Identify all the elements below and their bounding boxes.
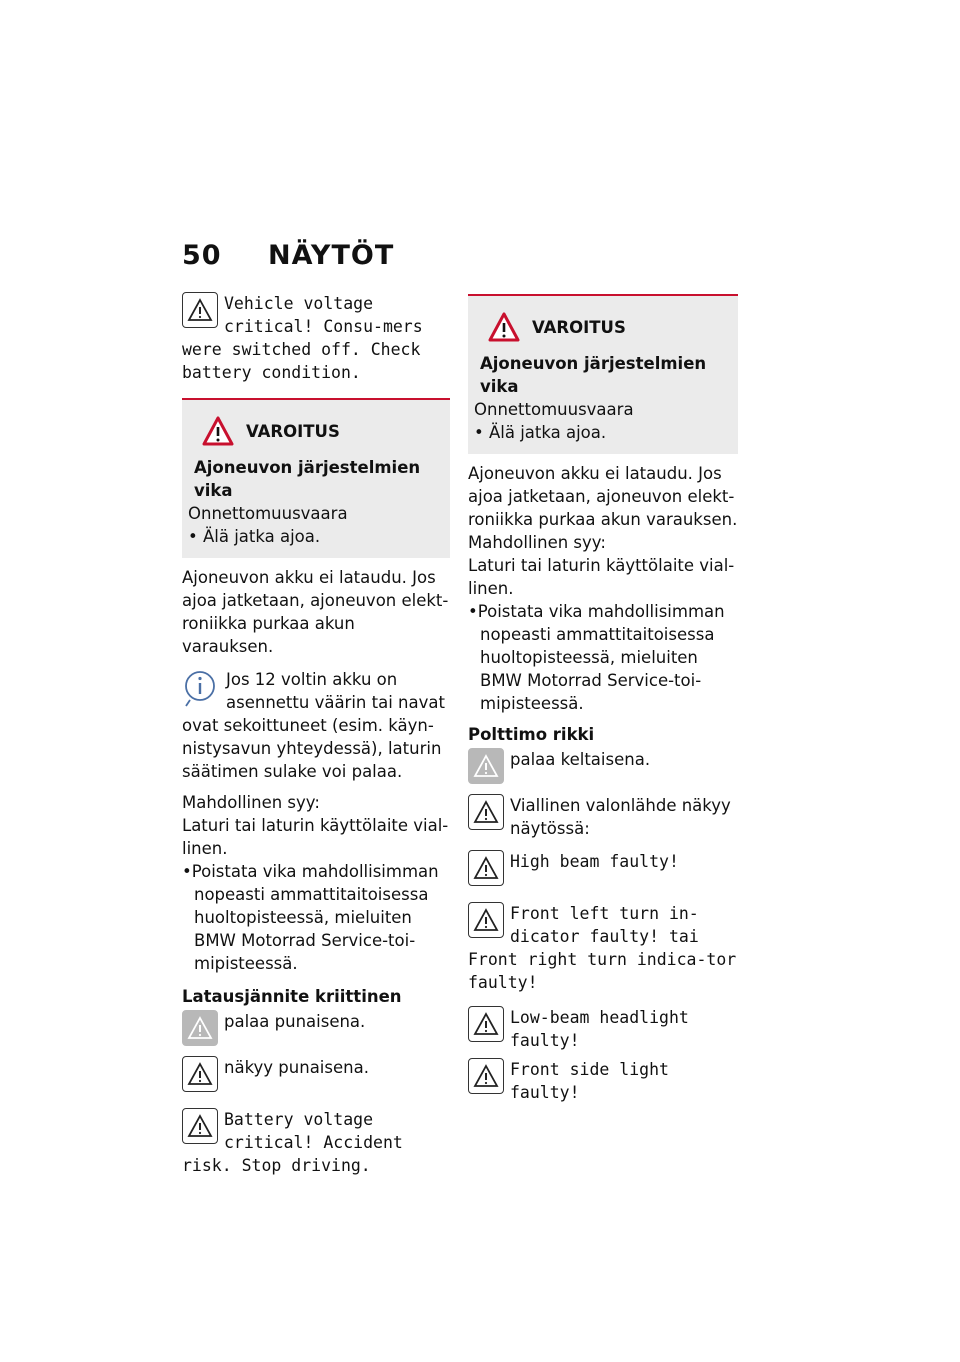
- cause-text: Laturi tai laturin käyttölaite vial-linen.: [468, 556, 735, 598]
- warning-lamp-icon: [182, 1010, 218, 1046]
- info-icon: [182, 668, 222, 708]
- message-battery-critical: [182, 1108, 450, 1177]
- warning-line: Onnettomuusvaara: [188, 504, 348, 523]
- warning-lamp-icon: [468, 748, 504, 784]
- info-note: [182, 668, 450, 783]
- warning-triangle-icon: [468, 1058, 504, 1094]
- display-text: Viallinen valonlähde näkyy näytössä:: [510, 796, 731, 838]
- paragraph: Ajoneuvon akku ei lataudu. Jos ajoa jatketaan, ajoneuvon elekt-roniikka purkaa akun varauksen.: [468, 464, 738, 529]
- warning-label: VAROITUS: [532, 317, 626, 337]
- warning-title: Ajoneuvon järjestelmien vika: [480, 354, 707, 396]
- message-turn-indicator: [468, 902, 738, 994]
- message-text: Front side light faulty!: [510, 1060, 669, 1102]
- lamp-text: palaa punaisena.: [224, 1012, 366, 1031]
- warning-triangle-icon: [182, 1056, 218, 1092]
- section-heading: Polttimo rikki: [468, 725, 595, 744]
- right-column: [468, 294, 738, 1104]
- warning-triangle-icon: [182, 1108, 218, 1144]
- warning-box: [182, 398, 450, 558]
- warning-line: Onnettomuusvaara: [474, 400, 634, 419]
- left-column: [182, 292, 450, 1177]
- page-header: [182, 240, 394, 271]
- warning-line: • Älä jatka ajoa.: [474, 423, 607, 442]
- warning-box: [468, 294, 738, 454]
- display-text: näkyy punaisena.: [224, 1058, 369, 1077]
- warning-triangle-icon: [468, 794, 504, 830]
- bullet-item: •Poistata vika mahdollisimman nopeasti ammattitaitoisessa huoltopisteessä, mieluiten BMW Motorrad Service-toi- mipisteessä.: [182, 862, 439, 973]
- warning-label: VAROITUS: [246, 421, 340, 441]
- message-low-beam: [468, 1006, 738, 1052]
- paragraph: Ajoneuvon akku ei lataudu. Jos ajoa jatketaan, ajoneuvon elekt-roniikka purkaa akun varauksen.: [182, 568, 449, 656]
- warning-header: [488, 312, 732, 342]
- warning-triangle-icon: [468, 850, 504, 886]
- section-heading: Latausjännite kriittinen: [182, 987, 402, 1006]
- warning-line: • Älä jatka ajoa.: [188, 527, 321, 546]
- message-text: Vehicle voltage critical! Consu-mers were switched off. Check battery condition.: [182, 294, 423, 382]
- message-text: High beam faulty!: [510, 852, 679, 871]
- page-number: 50: [182, 240, 222, 271]
- warning-title: Ajoneuvon järjestelmien vika: [194, 458, 421, 500]
- cause-text: Laturi tai laturin käyttölaite vial-linen.: [182, 816, 449, 858]
- display-row: [468, 794, 738, 840]
- warning-triangle-icon: [182, 292, 218, 328]
- message-high-beam: [468, 850, 738, 873]
- or-word: tai: [668, 927, 699, 946]
- lamp-text: palaa keltaisena.: [510, 750, 651, 769]
- message-text: Battery voltage critical! Accident risk. Stop driving.: [182, 1110, 403, 1175]
- lamp-row: [468, 748, 738, 771]
- info-text: Jos 12 voltin akku on asennettu väärin tai navat ovat sekoittuneet (esim. käyn-nistysavun yhteydessä), laturin säätimen sulake voi palaa.: [182, 670, 445, 781]
- message-text: Front left turn in-dicator faulty! tai Front right turn indica-tor faulty!: [468, 904, 737, 992]
- warning-triangle-icon: [468, 902, 504, 938]
- cause-label: Mahdollinen syy:: [468, 533, 606, 552]
- message-text: Low-beam headlight faulty!: [510, 1008, 689, 1050]
- page-title: NÄYTÖT: [267, 240, 395, 271]
- display-row: [182, 1056, 450, 1079]
- lamp-row: [182, 1010, 450, 1033]
- warning-red-triangle-icon: [202, 416, 234, 446]
- bullet-item: •Poistata vika mahdollisimman nopeasti ammattitaitoisessa huoltopisteessä, mieluiten BMW Motorrad Service-toi- mipisteessä.: [468, 602, 725, 713]
- warning-triangle-icon: [468, 1006, 504, 1042]
- warning-red-triangle-icon: [488, 312, 520, 342]
- cause-label: Mahdollinen syy:: [182, 793, 320, 812]
- warning-header: [202, 416, 444, 446]
- message-side-light: [468, 1058, 738, 1104]
- message-battery-check: [182, 292, 450, 384]
